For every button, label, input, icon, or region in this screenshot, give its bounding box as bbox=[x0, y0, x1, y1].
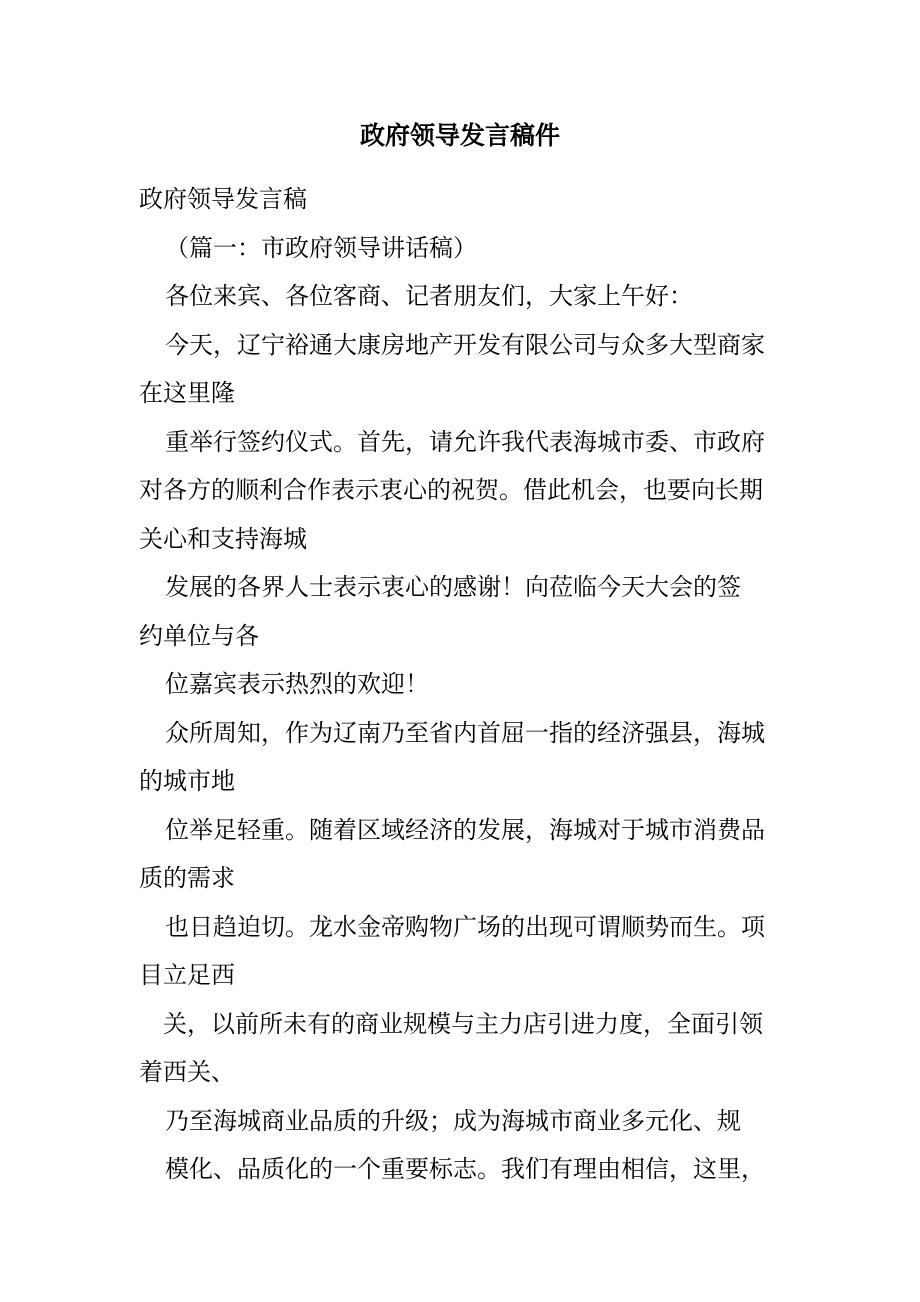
paragraph-line: 位举足轻重。随着区域经济的发展，海城对于城市消费品 bbox=[165, 815, 765, 844]
paragraph-line: 关心和支持海城 bbox=[139, 524, 307, 553]
paragraph-line: 质的需求 bbox=[139, 864, 235, 892]
paragraph-line: 位嘉宾表示热烈的欢迎！ bbox=[165, 670, 429, 698]
paragraph-line: 的城市地 bbox=[139, 767, 235, 795]
paragraph-line: 乃至海城商业品质的升级；成为海城市商业多元化、规 bbox=[165, 1106, 741, 1135]
paragraph-line: 对各方的顺利合作表示衷心的祝贺。借此机会，也要向长期 bbox=[139, 476, 763, 504]
paragraph-line: 着西关、 bbox=[139, 1058, 235, 1086]
paragraph-line: 也日趋迫切。龙水金帝购物广场的出现可谓顺势而生。项 bbox=[165, 912, 765, 941]
paragraph-line: 在这里隆 bbox=[139, 379, 235, 407]
paragraph-line: 模化、品质化的一个重要标志。我们有理由相信，这里， bbox=[165, 1155, 765, 1183]
paragraph-line: 关，以前所未有的商业规模与主力店引进力度，全面引领 bbox=[163, 1009, 763, 1038]
paragraph-line: 发展的各界人士表示衷心的感谢！向莅临今天大会的签 bbox=[165, 573, 741, 601]
paragraph-line: 众所周知，作为辽南乃至省内首屈一指的经济强县，海城 bbox=[165, 718, 765, 747]
paragraph-line: 目立足西 bbox=[139, 961, 235, 989]
subtitle-line: 政府领导发言稿 bbox=[139, 185, 307, 213]
paragraph-line: 约单位与各 bbox=[139, 621, 259, 650]
document-body bbox=[139, 175, 799, 1194]
section-heading: （篇一：市政府领导讲话稿） bbox=[165, 233, 477, 262]
paragraph-line: 今天，辽宁裕通大康房地产开发有限公司与众多大型商家 bbox=[165, 330, 765, 359]
document-title: 政府领导发言稿件 bbox=[359, 121, 560, 150]
greeting-line: 各位来宾、各位客商、记者朋友们，大家上午好： bbox=[165, 282, 693, 310]
paragraph-line: 重举行签约仪式。首先，请允许我代表海城市委、市政府 bbox=[165, 427, 765, 456]
